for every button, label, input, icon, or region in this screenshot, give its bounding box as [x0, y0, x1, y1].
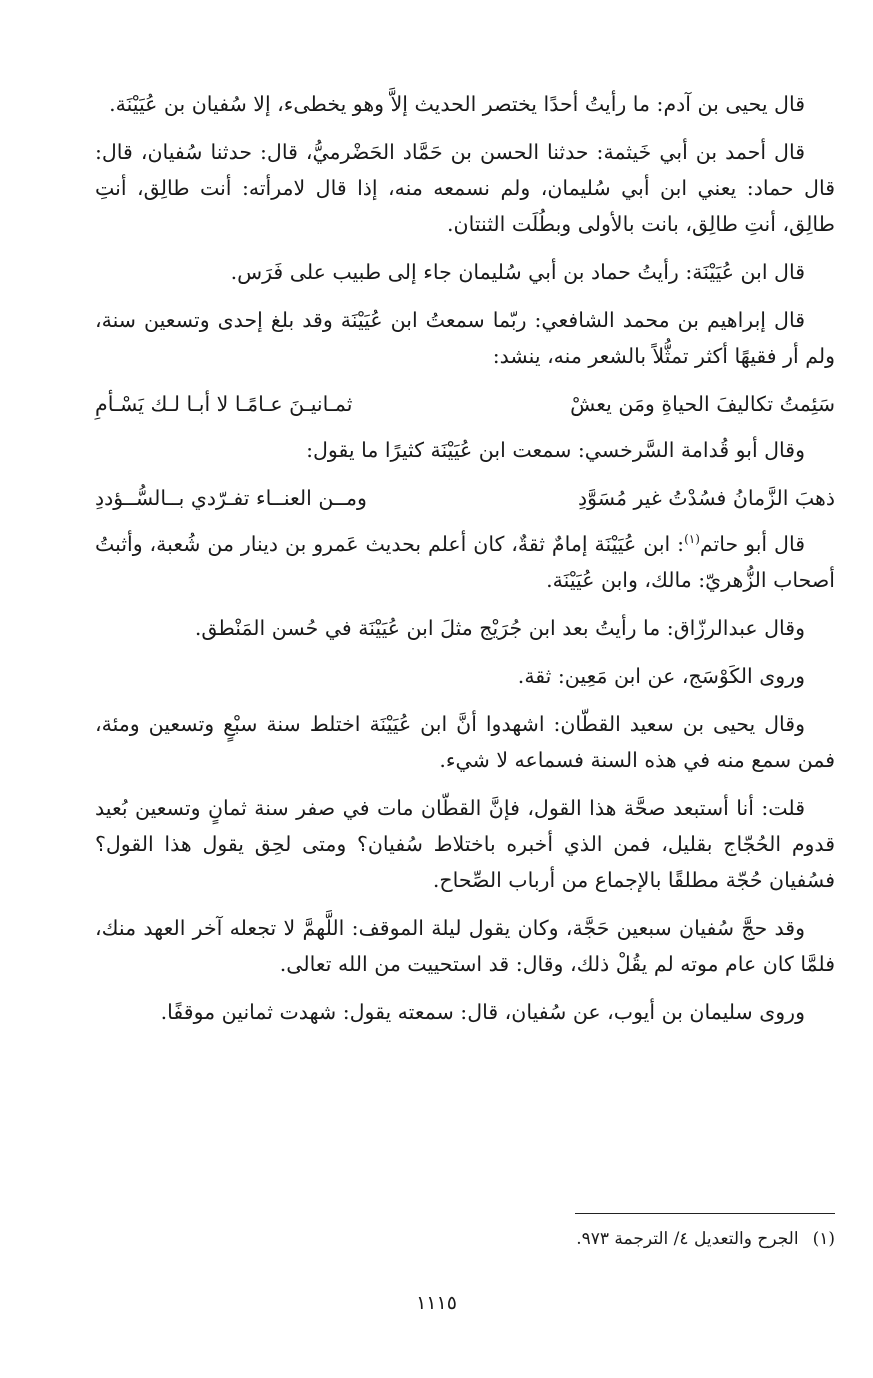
paragraph-ahmad-ibn-abi-khaythama: قال أحمد بن أبي خَيثمة: حدثنا الحسن بن حَمَّاد الحَضْرميُّ، قال: حدثنا سُفيان، قال: قال حماد: يعني ابن أبي سُليمان، ولم نسمعه منه، إذا قال لامرأته: أنت طالِق، أنتِ طالِق، أنتِ طالِق، بانت بالأولى وبطُلَت الثنتان. [95, 140, 835, 236]
paragraph-yahya-al-qattan: وقال يحيى بن سعيد القطّان: اشهدوا أنَّ ابن عُيَيْنَة اختلط سنة سبْعٍ وتسعين ومئة، فمن سمع منه في هذه السنة فسماعه لا شيء. [95, 712, 835, 772]
paragraph-abdurrazzaq: وقال عبدالرزّاق: ما رأيتُ بعد ابن جُرَيْج مثلَ ابن عُيَيْنَة في حُسن المَنْطق. [194, 616, 805, 640]
paragraph-abu-qudama: وقال أبو قُدامة السَّرخسي: سمعت ابن عُيَيْنَة كثيرًا ما يقول: [306, 438, 805, 462]
verse-1-first-hemistich: سَئِمتُ تكاليفَ الحياةِ ومَن يعشْ [570, 392, 835, 416]
verse-2-first-hemistich: ذهبَ الزَّمانُ فسُدْتُ غير مُسَوَّدِ [577, 486, 835, 510]
footnote-separator [575, 1213, 835, 1214]
verse-line-2 [95, 480, 835, 516]
paragraph-yahya-ibn-adam: قال يحيى بن آدم: ما رأيتُ أحدًا يختصر الحديث إلاَّ وهو يخطىء، إلا سُفيان بن عُيَيْنَة. [109, 92, 805, 116]
verse-2-second-hemistich: ومــن العنــاء تفـرّدي بــالسُّــؤددِ [95, 486, 367, 510]
paragraph-ibn-uyayna-hammad: قال ابن عُيَيْنَة: رأيتُ حماد بن أبي سُليمان جاء إلى طبيب على فَرَس. [230, 260, 805, 284]
paragraph-abu-hatim [95, 526, 835, 598]
footnote-text: الجرح والتعديل ٤/ الترجمة ٩٧٣. [576, 1229, 799, 1249]
abu-hatim-text: : ابن عُيَيْنَة إمامٌ ثقةٌ، كان أعلم بحديث عَمرو بن دينار من شُعبة، وأثبتُ أصحاب الزُّهريّ: مالك، وابن عُيَيْنَة. [95, 532, 835, 592]
paragraph-sulayman-ibn-ayyub: وروى سليمان بن أيوب، عن سُفيان، قال: سمعته يقول: شهدت ثمانين موقفًا. [160, 1000, 805, 1024]
verse-1-second-hemistich: ثمـانيـنَ عـامًـا لا أبـا لـك يَسْـأمِ [95, 392, 353, 416]
paragraph-hajj: وقد حجَّ سُفيان سبعين حَجَّة، وكان يقول ليلة الموقف: اللَّهمَّ لا تجعله آخر العهد منك، فلمَّا كان عام موته لم يقُلْ ذلك، وقال: قد استحييت من الله تعالى. [95, 916, 835, 976]
paragraph-kawsaj: وروى الكَوْسَج، عن ابن مَعِين: ثقة. [517, 664, 805, 688]
footnote-reference[interactable]: (١) [684, 532, 700, 547]
page-body [95, 86, 835, 1042]
footnote [95, 1226, 835, 1252]
footnote-number: (١) [812, 1229, 835, 1249]
abu-hatim-lead: قال أبو حاتم [699, 532, 805, 556]
paragraph-author-comment: قلت: أنا أستبعد صحَّة هذا القول، فإنَّ القطّان مات في صفر سنة ثمانٍ وتسعين بُعيد قدوم الحُجّاج بقليل، فمن الذي أخبره باختلاط سُفيان؟ ومتى لحِق يقول هذا القول؟ فسُفيان حُجّة مطلقًا بالإجماع من أرباب الصِّحاح. [95, 796, 835, 892]
page-number: ١١١٥ [416, 1292, 457, 1314]
verse-line-1 [95, 386, 835, 422]
paragraph-ibrahim-al-shafii: قال إبراهيم بن محمد الشافعي: ربّما سمعتُ ابن عُيَيْنَة وقد بلغ إحدى وتسعين سنة، ولم أر فقيهًا أكثر تمثُّلاً بالشعر منه، ينشد: [95, 308, 835, 368]
